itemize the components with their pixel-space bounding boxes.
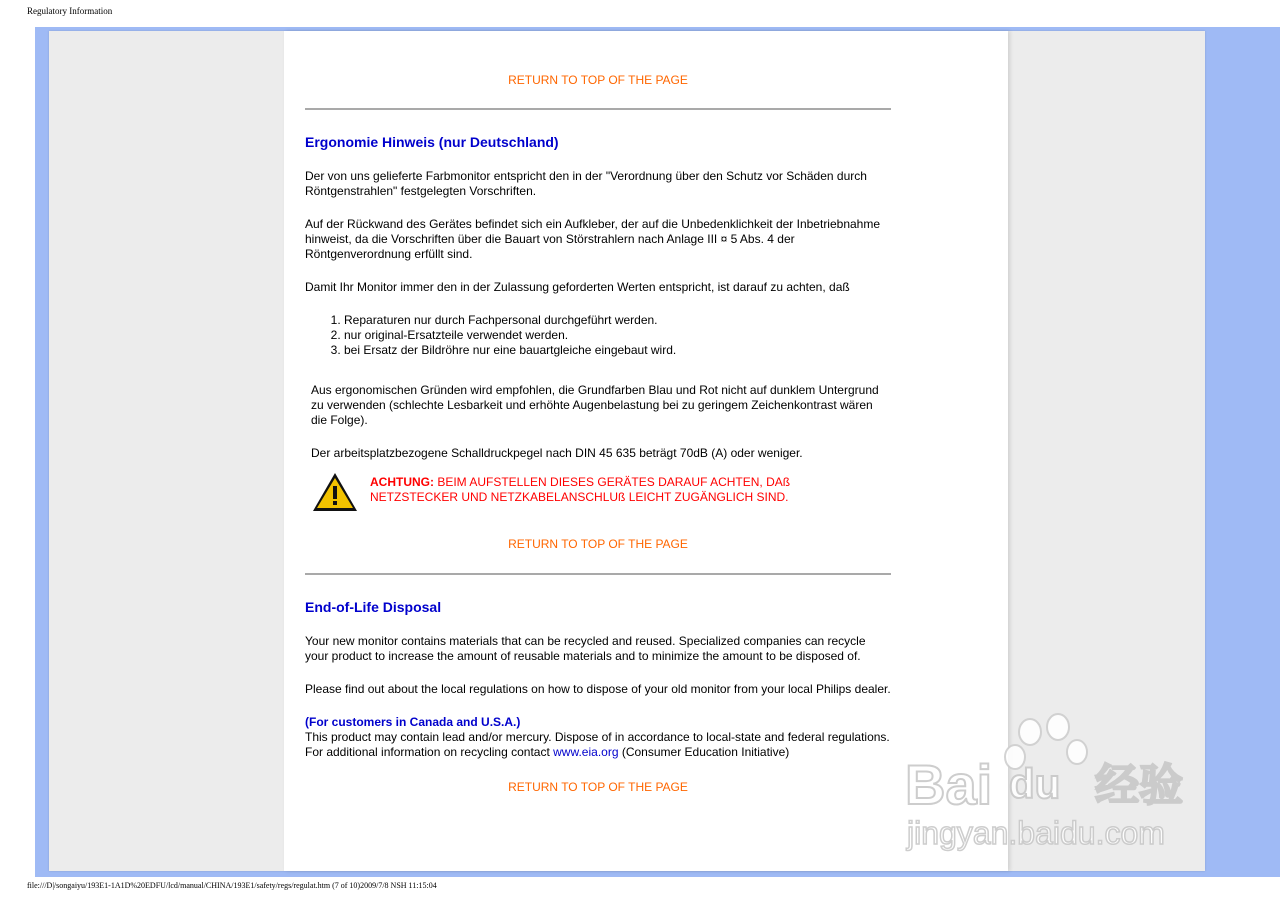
warning-block [305, 471, 891, 513]
document-page [284, 31, 1008, 871]
baidu-watermark [905, 712, 1205, 857]
warning-text [370, 475, 840, 505]
watermark-brand: Bai [905, 753, 993, 816]
return-to-top-link[interactable]: RETURN TO TOP OF THE PAGE [508, 780, 688, 794]
return-to-top-link[interactable]: RETURN TO TOP OF THE PAGE [508, 73, 688, 87]
ergonomie-paragraph-2: Auf der Rückwand des Gerätes befindet sich ein Aufkleber, der auf die Unbedenklichkeit der Inbetriebnahme hinweist, da die Vorschriften über die Bauart von Störstrahlern nach Anlage III ¤ 5 Abs. 4 der Röntgenverordnung erfüllt sind. [305, 217, 881, 261]
ergonomie-paragraph-4: Aus ergonomischen Gründen wird empfohlen, die Grundfarben Blau und Rot nicht auf dunklem Untergrund zu verwenden (schlechte Lesbarkeit und erhöhte Augenbelastung bei zu geringem Zeichenkontrast wären die Folge). [311, 383, 879, 427]
watermark-brand-du: du [1009, 760, 1061, 807]
list-item: 3. bei Ersatz der Bildröhre nur eine bauartgleiche eingebaut wird. [344, 343, 891, 358]
list-item: 2. nur original-Ersatzteile verwendet werden. [344, 328, 891, 343]
customers-text: This product may contain lead and/or mercury. Dispose of in accordance to local-state and federal regulations. [305, 730, 890, 744]
list-item: 1. Reparaturen nur durch Fachpersonal durchgeführt werden. [344, 313, 891, 328]
eol-paragraph-2: Please find out about the local regulations on how to dispose of your old monitor from your local Philips dealer. [305, 682, 891, 696]
warning-label: ACHTUNG: [370, 475, 434, 489]
document-content [305, 31, 891, 795]
ergonomie-paragraph-1: Der von uns gelieferte Farbmonitor entspricht den in der "Verordnung über den Schutz vor Schäden durch Röntgenstrahlen" festgelegten Vorschriften. [305, 169, 867, 198]
customers-heading: (For customers in Canada and U.S.A.) [305, 715, 521, 729]
eol-customers-block [305, 715, 891, 760]
warning-message: BEIM AUFSTELLEN DIESES GERÄTES DARAUF ACHTEN, DAß NETZSTECKER UND NETZKABELANSCHLUß LEICHT ZUGÄNGLICH SIND. [370, 475, 791, 504]
ergonomie-list [305, 313, 891, 358]
warning-triangle-icon [311, 471, 359, 513]
eol-heading: End-of-Life Disposal [305, 599, 442, 615]
eol-paragraph-1: Your new monitor contains materials that can be recycled and reused. Specialized companies can recycle your product to increase the amount of reusable materials and to minimize the amount to be disposed of. [305, 634, 866, 663]
print-header: Regulatory Information [27, 6, 113, 16]
eia-link[interactable]: www.eia.org [553, 745, 619, 759]
watermark-url: jingyan.baidu.com [907, 815, 1165, 851]
print-footer: file:///D|/songaiyu/193E1-1A1D%20EDFU/lcd/manual/CHINA/193E1/safety/regs/regulat.htm (7 of 10)2009/7/8 NSH 11:15:04 [27, 881, 437, 890]
contact-suffix: (Consumer Education Initiative) [618, 745, 790, 759]
ergonomie-paragraph-3: Damit Ihr Monitor immer den in der Zulassung geforderten Werten entspricht, ist darauf zu achten, daß [305, 280, 850, 294]
ergonomie-paragraph-5: Der arbeitsplatzbezogene Schalldruckpegel nach DIN 45 635 beträgt 70dB (A) oder weniger. [311, 446, 803, 460]
contact-prefix: For additional information on recycling contact [305, 745, 554, 759]
ergonomie-heading: Ergonomie Hinweis (nur Deutschland) [305, 134, 559, 150]
return-to-top-link[interactable]: RETURN TO TOP OF THE PAGE [508, 537, 688, 551]
watermark-brand-cn: 经验 [1095, 760, 1183, 811]
